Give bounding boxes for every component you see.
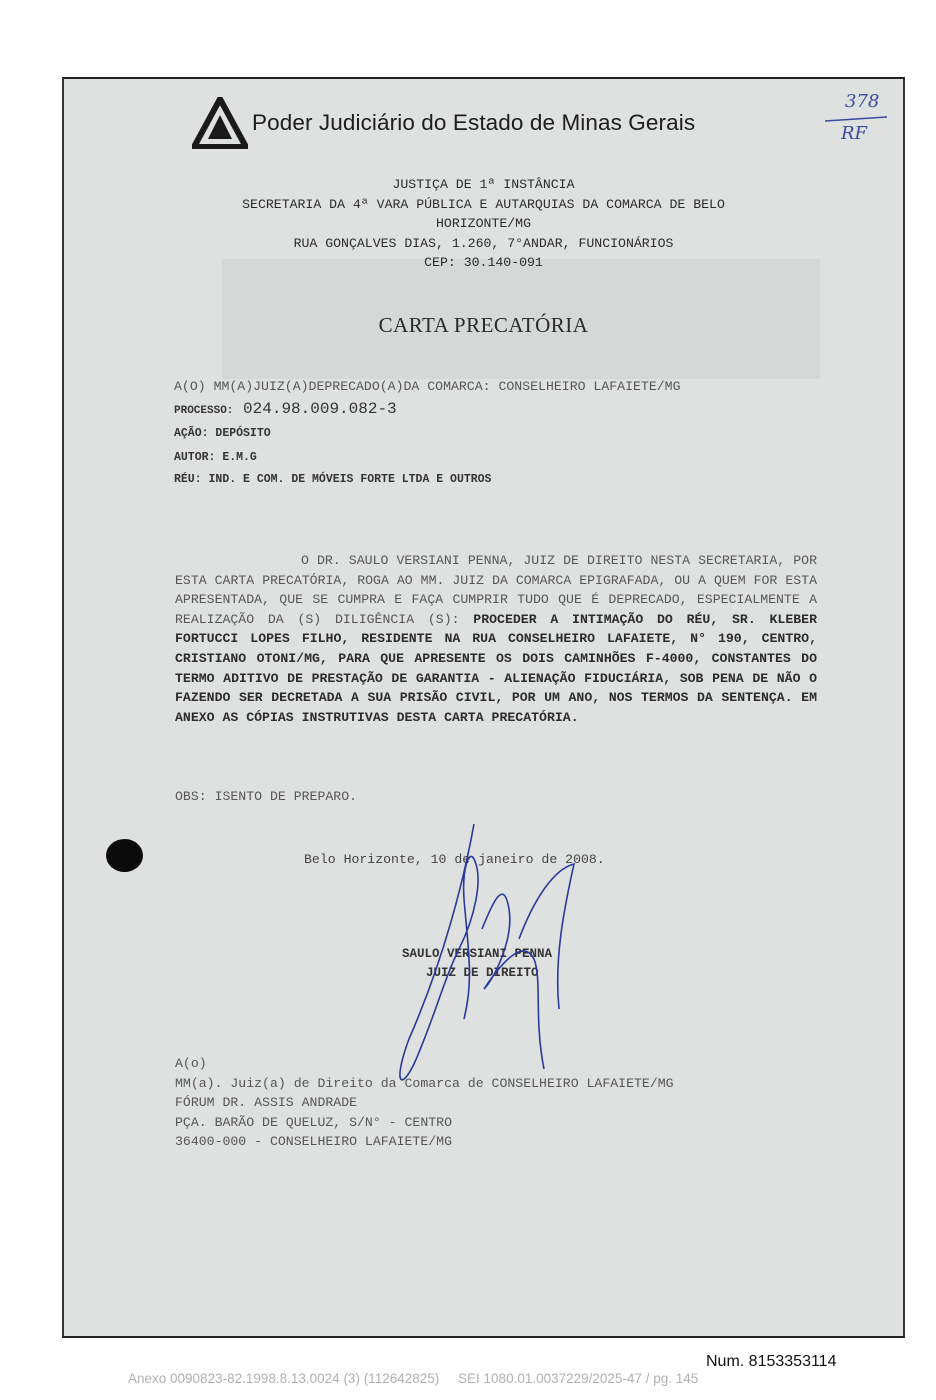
acao-value: DEPÓSITO <box>215 427 271 440</box>
margin-note-top: 378 <box>845 91 880 112</box>
document-title: CARTA PRECATÓRIA <box>378 313 589 337</box>
request-paragraph <box>175 551 817 727</box>
court-header <box>64 175 903 273</box>
header-line: CEP: 30.140-091 <box>424 255 543 270</box>
court-name: Poder Judiciário do Estado de Minas Gerais <box>252 110 696 135</box>
punch-hole <box>106 839 143 872</box>
place-date: Belo Horizonte, 10 de janeiro de 2008. <box>304 852 605 867</box>
acao-line <box>174 427 271 440</box>
signer-role: JUIZ DE DIREITO <box>426 966 539 980</box>
signer-name: SAULO VERSIANI PENNA <box>402 947 553 961</box>
autor-line <box>174 451 257 464</box>
address-line: FÓRUM DR. ASSIS ANDRADE <box>175 1095 358 1111</box>
sei-reference: SEI 1080.01.0037229/2025-47 / pg. 145 <box>458 1371 699 1386</box>
reu-line <box>174 473 491 486</box>
processo-label: PROCESSO: <box>174 405 234 417</box>
processo-line <box>174 400 397 418</box>
reu-label: RÉU: <box>174 473 202 486</box>
header-line: SECRETARIA DA 4ª VARA PÚBLICA E AUTARQUIAS DA COMARCA DE BELO <box>242 196 725 212</box>
document-number: Num. 8153353114 <box>706 1353 837 1370</box>
request-diligence: PROCEDER A INTIMAÇÃO DO RÉU, SR. KLEBER FORTUCCI LOPES FILHO, RESIDENTE NA RUA CONSELHEIRO LAFAIETE, N° 190, CENTRO, CRISTIANO OTONI/MG, PARA QUE APRESENTE OS DOIS CAMINHÕES F-4000, CONSTANTES DO TERMO ADITIVO DE PRESTAÇÃO DE GARANTIA - ALIENAÇÃO FIDUCIÁRIA, SOB PENA DE NÃO O FAZENDO SER DECRETADA A SUA PRISÃO CIVIL, POR UM ANO, NOS TERMOS DA SENTENÇA. EM ANEXO AS CÓPIAS INSTRUTIVAS DESTA CARTA PRECATÓRIA. <box>175 611 817 725</box>
request-intro: O DR. SAULO VERSIANI PENNA, JUIZ DE DIREITO NESTA SECRETARIA, POR ESTA CARTA PRECATÓRIA, ROGA AO MM. JUIZ DA COMARCA EPIGRAFADA, OU A QUEM FOR ESTA APRESENTADA, QUE SE CUMPRA E FAÇA CUMPRIR TUDO QUE É DEPRECADO, ESPECIALMENTE A REALIZAÇÃO DA (S) DILIGÊNCIA (S): <box>175 553 817 627</box>
court-logo-icon <box>192 97 248 149</box>
margin-note <box>825 91 897 151</box>
letterhead <box>192 97 695 149</box>
processo-value: 024.98.009.082-3 <box>243 400 397 418</box>
recipient-address <box>175 1054 674 1152</box>
header-line: JUSTIÇA DE 1ª INSTÂNCIA <box>392 177 575 192</box>
obs-note: OBS: ISENTO DE PREPARO. <box>175 789 358 804</box>
address-line: PÇA. BARÃO DE QUELUZ, S/N° - CENTRO <box>175 1114 452 1130</box>
address-line: MM(a). Juiz(a) de Direito da Comarca de CONSELHEIRO LAFAIETE/MG <box>175 1075 674 1091</box>
reu-value: IND. E COM. DE MÓVEIS FORTE LTDA E OUTROS <box>208 473 492 486</box>
scanned-document <box>62 77 905 1338</box>
autor-value: E.M.G <box>222 451 257 464</box>
margin-note-bottom: RF <box>841 123 868 144</box>
acao-label: AÇÃO: <box>174 427 209 440</box>
address-line: 36400-000 - CONSELHEIRO LAFAIETE/MG <box>175 1134 452 1150</box>
autor-label: AUTOR: <box>174 451 216 464</box>
recipient-line: A(O) MM(A)JUIZ(A)DEPRECADO(A)DA COMARCA: CONSELHEIRO LAFAIETE/MG <box>174 379 681 394</box>
header-line: RUA GONÇALVES DIAS, 1.260, 7°ANDAR, FUNCIONÁRIOS <box>293 235 674 251</box>
annex-reference: Anexo 0090823-82.1998.8.13.0024 (3) (112642825) <box>128 1371 440 1386</box>
footer-reference <box>128 1371 698 1386</box>
address-line: A(o) <box>175 1056 207 1071</box>
signer-block <box>402 945 552 983</box>
header-line: HORIZONTE/MG <box>436 216 531 231</box>
